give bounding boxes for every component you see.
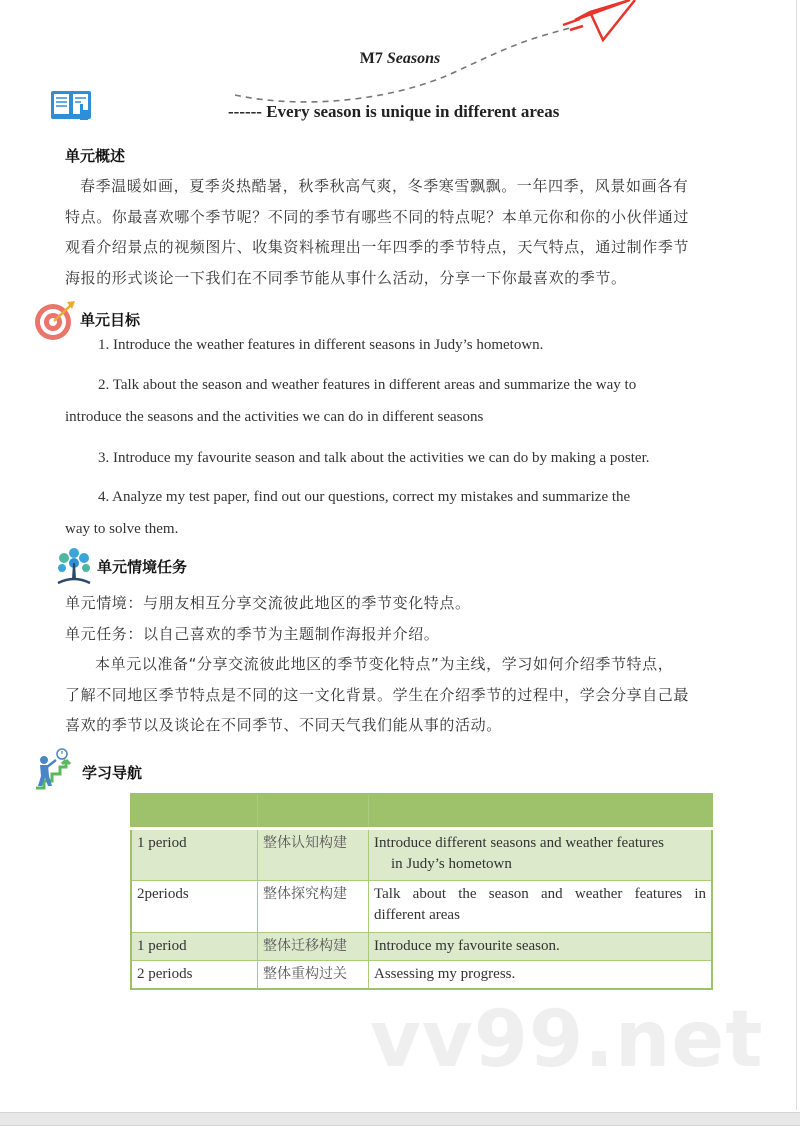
title-italic: Seasons	[386, 50, 441, 67]
title-prefix: M7	[359, 50, 387, 67]
table-header-cell	[258, 794, 369, 829]
open-book-icon	[50, 88, 92, 122]
goal-item-3: 3. Introduce my favourite season and talk about the activities we can do by making a poster.	[98, 450, 650, 466]
context-line: 了解不同地区季节特点是不同的这一文化背景。学生在介绍季节的过程中，学会分享自己最	[65, 685, 690, 704]
goal-item-2-cont: introduce the seasons and the activities we can do in different seasons	[65, 409, 484, 425]
target-icon	[33, 300, 77, 342]
document-title	[0, 50, 800, 68]
content-line: different areas	[374, 907, 460, 923]
table-row	[131, 961, 712, 990]
document-subtitle: ------ Every season is unique in different areas	[228, 102, 560, 121]
goal-item-4: 4. Analyze my test paper, find out our questions, correct my mistakes and summarize the	[98, 489, 631, 505]
content-line: Talk about the season and weather features in	[374, 886, 706, 902]
goal-item-1: 1. Introduce the weather features in different seasons in Judy’s hometown.	[98, 337, 544, 353]
periods-cell: 1 period	[131, 933, 258, 961]
overview-line: 春季温暖如画，夏季炎热酷暑，秋季秋高气爽，冬季寒雪飘飘。一年四季，风景如画各有	[80, 177, 689, 195]
stage-cell: 整体探究构建	[258, 881, 369, 933]
context-line: 喜欢的季节以及谈论在不同季节、不同天气我们能从事的活动。	[65, 716, 502, 734]
overview-line: 海报的形式谈论一下我们在不同季节能从事什么活动，分享一下你最喜欢的季节。	[65, 268, 627, 287]
table-header-row	[131, 794, 712, 829]
overview-line: 特点。你最喜欢哪个季节呢？不同的季节有哪些不同的特点呢？本单元你和你的小伙伴通过	[65, 207, 690, 226]
goal-item-2: 2. Talk about the season and weather features in different areas and summarize the way to	[98, 377, 637, 393]
content-line: in Judy’s hometown	[391, 856, 512, 872]
context-line: 本单元以准备“分享交流彼此地区的季节变化特点”为主线，学习如何介绍季节特点，	[95, 655, 674, 673]
overview-line: 观看介绍景点的视频图片、收集资料梳理出一年四季的季节特点，天气特点，通过制作季节	[65, 238, 690, 256]
stage-cell: 整体迁移构建	[258, 933, 369, 961]
periods-cell: 1 period	[131, 829, 258, 881]
content-cell	[369, 829, 713, 881]
content-cell: Assessing my progress.	[369, 961, 713, 990]
table-row	[131, 933, 712, 961]
goal-item-4-cont: way to solve them.	[65, 521, 179, 537]
periods-cell: 2periods	[131, 881, 258, 933]
table-row	[131, 829, 712, 881]
learning-navigation-table	[130, 793, 713, 990]
tree-icon	[54, 545, 94, 585]
section-heading-overview: 单元概述	[65, 147, 126, 165]
content-line: Introduce different seasons and weather features	[374, 835, 665, 851]
context-paragraph	[65, 588, 735, 741]
page-separator-bar	[0, 1112, 800, 1126]
content-cell	[369, 881, 713, 933]
watermark: vv99.net	[370, 995, 764, 1085]
section-heading-goals: 单元目标	[80, 311, 141, 329]
unit-situation: 单元情境：与朋友相互分享交流彼此地区的季节变化特点。	[65, 594, 471, 612]
stage-cell: 整体认知构建	[258, 829, 369, 881]
overview-paragraph	[65, 171, 735, 293]
stage-cell: 整体重构过关	[258, 961, 369, 990]
table-header-cell	[131, 794, 258, 829]
section-heading-navigation: 学习导航	[82, 764, 143, 782]
unit-task: 单元任务：以自己喜欢的季节为主题制作海报并介绍。	[65, 624, 440, 643]
table-row	[131, 881, 712, 933]
periods-cell: 2 periods	[131, 961, 258, 990]
content-cell: Introduce my favourite season.	[369, 933, 713, 961]
section-heading-context: 单元情境任务	[97, 558, 188, 576]
table-header-cell	[369, 794, 713, 829]
stairs-climber-icon	[34, 748, 82, 790]
